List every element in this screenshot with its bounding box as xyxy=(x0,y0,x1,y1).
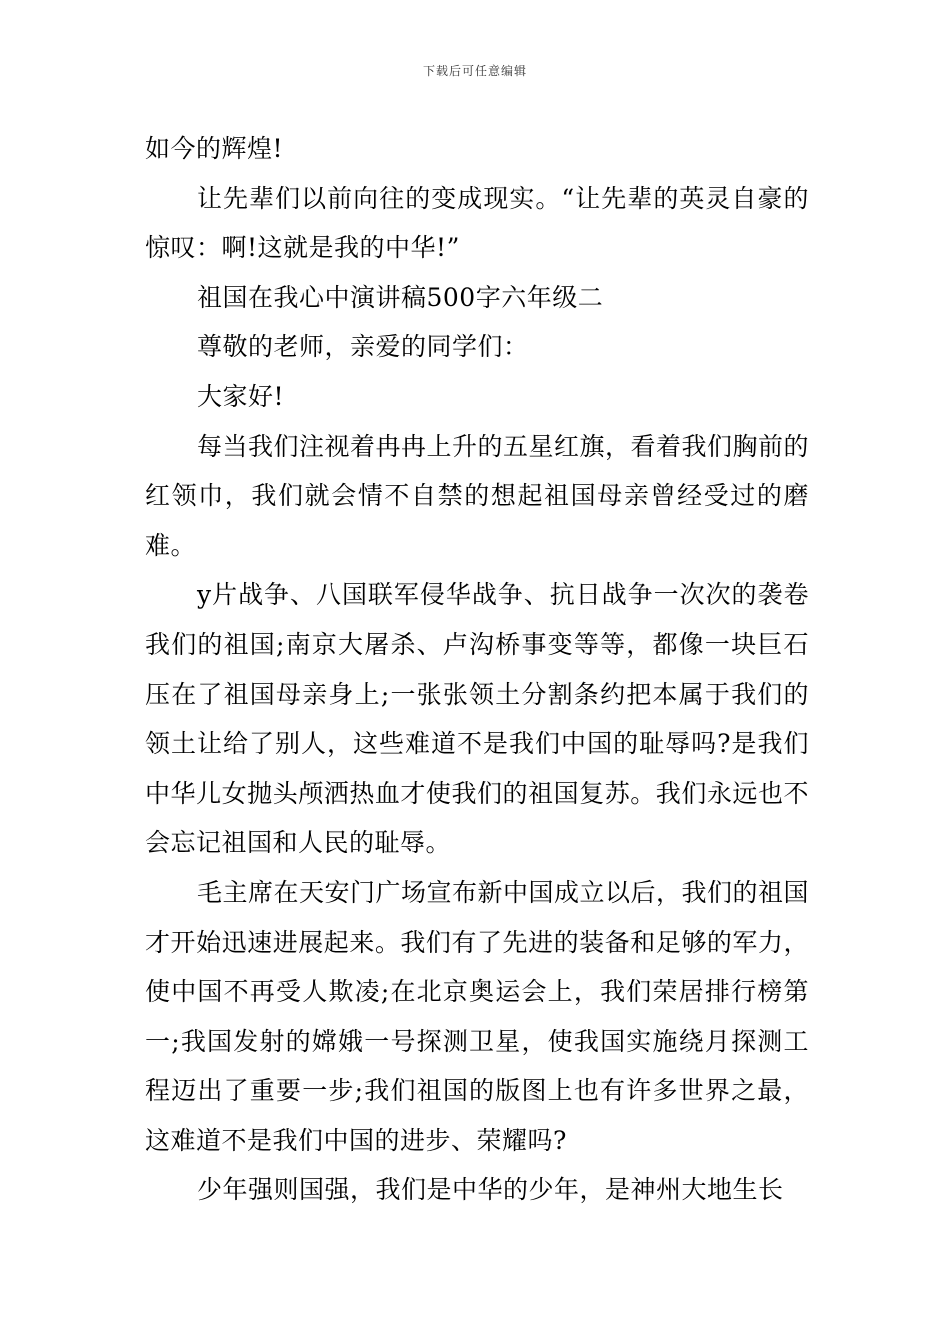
paragraph-2: 让先辈们以前向往的变成现实。“让先辈的英灵自豪的惊叹：啊!这就是我的中华!” xyxy=(145,183,809,263)
paragraph-7: y片战争、八国联军侵华战争、抗日战争一次次的袭卷我们的祖国;南京大屠杀、卢沟桥事变等等，都像一块巨石压在了祖国母亲身上;一张张领土分割条约把本属于我们的领土让给了别人，这些难道不是我们中国的耻辱吗?是我们中华儿女抛头颅洒热血才使我们的祖国复苏。我们永远也不会忘记祖国和人民的耻辱。 xyxy=(145,580,809,858)
paragraph-9: 少年强则国强，我们是中华的少年，是神州大地生长 xyxy=(197,1175,784,1205)
paragraph-1: 如今的辉煌! xyxy=(145,134,284,163)
page-header: 下载后可任意编辑 xyxy=(422,64,527,78)
greeting: 大家好! xyxy=(197,381,285,411)
document-body xyxy=(145,124,809,1215)
speech-title: 祖国在我心中演讲稿500字六年级二 xyxy=(197,282,604,312)
paragraph-8: 毛主席在天安门广场宣布新中国成立以后，我们的祖国才开始迅速进展起来。我们有了先进的装备和足够的军力，使中国不再受人欺凌;在北京奥运会上，我们荣居排行榜第一;我国发射的嫦娥一号探测卫星，使我国实施绕月探测工程迈出了重要一步;我们祖国的版图上也有许多世界之最，这难道不是我们中国的进步、荣耀吗? xyxy=(145,877,810,1155)
salutation: 尊敬的老师，亲爱的同学们： xyxy=(197,332,529,362)
paragraph-6: 每当我们注视着冉冉上升的五星红旗，看着我们胸前的红领巾，我们就会情不自禁的想起祖国母亲曾经受过的磨难。 xyxy=(145,431,810,560)
